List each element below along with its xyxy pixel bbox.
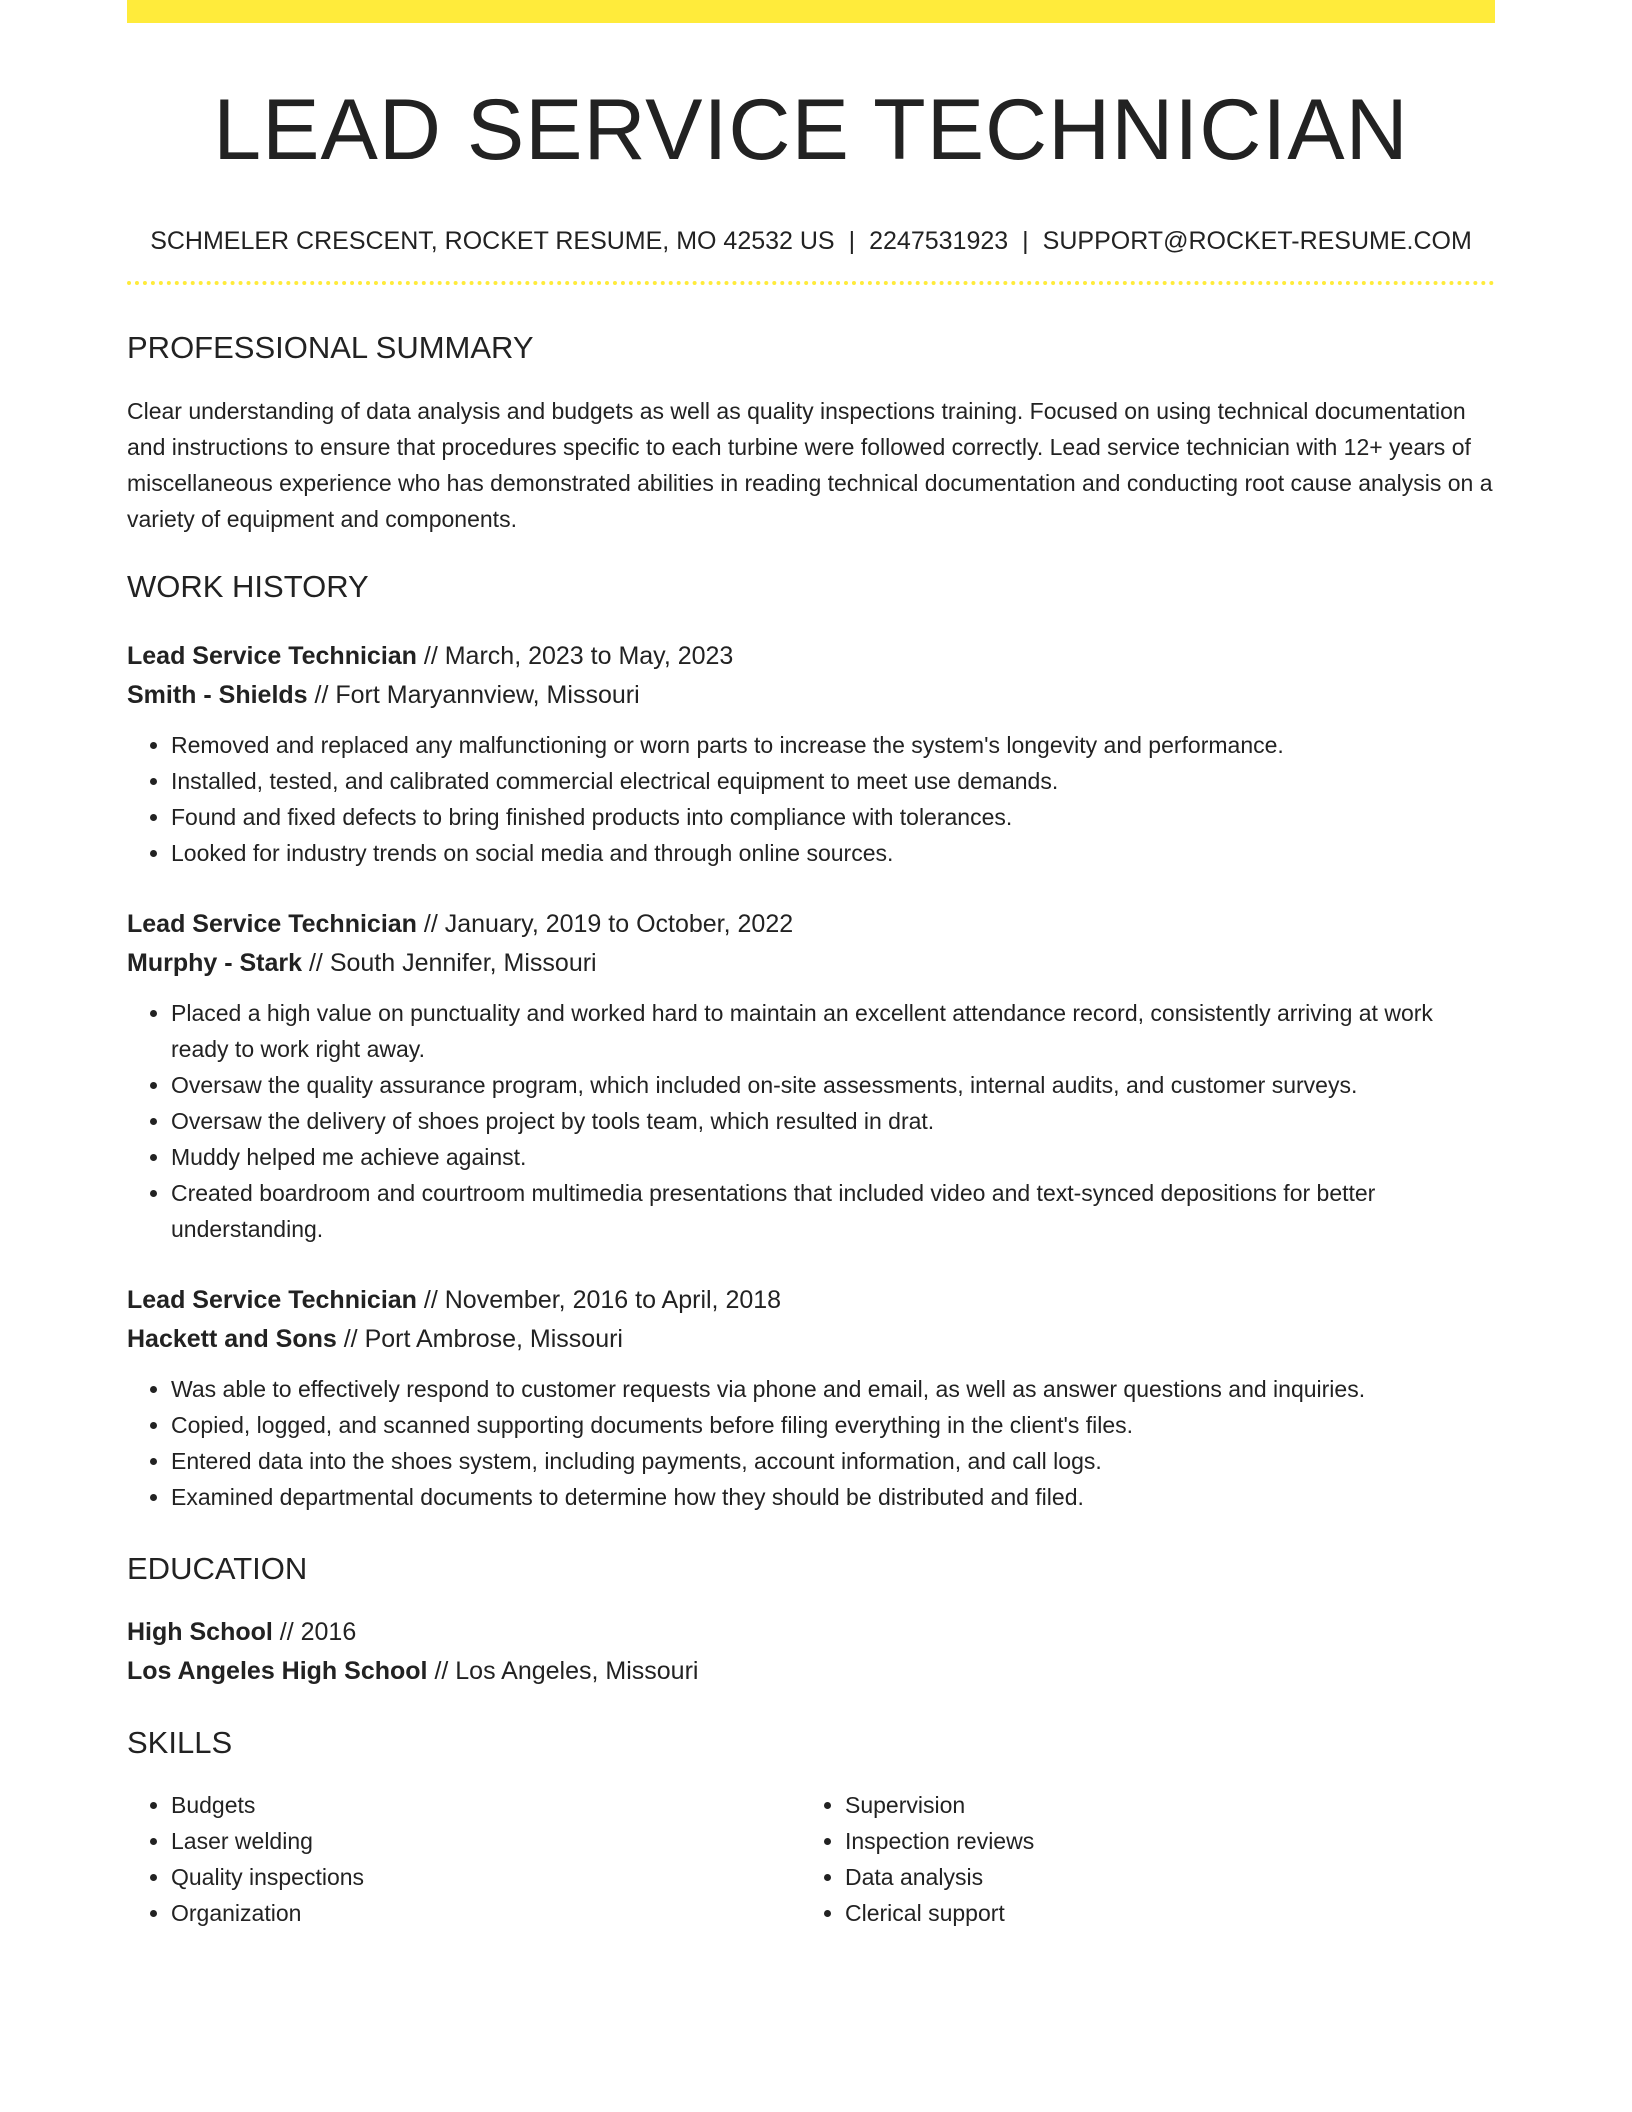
job-title-line bbox=[127, 637, 1495, 676]
skill-item: • Budgets bbox=[171, 1787, 801, 1823]
job-bullet: • Installed, tested, and calibrated commercial electrical equipment to meet use demands. bbox=[171, 763, 1495, 799]
job-title: Lead Service Technician bbox=[127, 1286, 417, 1314]
job-bullet: • Looked for industry trends on social media and through online sources. bbox=[171, 835, 1495, 871]
job-location: // South Jennifer, Missouri bbox=[302, 949, 597, 977]
job-title: Lead Service Technician bbox=[127, 642, 417, 670]
job-title-line bbox=[127, 1281, 1495, 1320]
contact-separator: | bbox=[848, 227, 856, 255]
job-bullet: • Placed a high value on punctuality and worked hard to maintain an excellent attendance record, consistently arriving at work ready to work right away. bbox=[171, 995, 1495, 1067]
education-entry bbox=[127, 1613, 1495, 1691]
contact-email: SUPPORT@ROCKET-RESUME.COM bbox=[1042, 227, 1472, 255]
education-school: Los Angeles High School bbox=[127, 1657, 428, 1685]
skills-heading: SKILLS bbox=[127, 1725, 233, 1760]
contact-line bbox=[127, 226, 1495, 256]
skill-item: • Laser welding bbox=[171, 1823, 801, 1859]
job-bullet: • Oversaw the delivery of shoes project by tools team, which resulted in drat. bbox=[171, 1103, 1495, 1139]
summary-text: Clear understanding of data analysis and budgets as well as quality inspections training. Focused on using technical documentation and instructions to ensure that procedures specific to each turbine were followed correctly. Lead service technician with 12+ years of miscellaneous experience who has demonstrated abilities in reading technical documentation and conducting root cause analysis on a variety of equipment and components. bbox=[127, 398, 1493, 532]
job-title: Lead Service Technician bbox=[127, 910, 417, 938]
job-entry bbox=[127, 637, 1495, 871]
job-dates: // March, 2023 to May, 2023 bbox=[416, 642, 734, 670]
resume-content bbox=[127, 0, 1495, 1931]
job-company-line bbox=[127, 676, 1495, 715]
contact-phone: 2247531923 bbox=[869, 227, 1009, 255]
job-bullet: • Oversaw the quality assurance program, which included on-site assessments, internal audits, and customer surveys. bbox=[171, 1067, 1495, 1103]
job-bullet: • Found and fixed defects to bring finished products into compliance with tolerances. bbox=[171, 799, 1495, 835]
education-location: // Los Angeles, Missouri bbox=[427, 1657, 699, 1685]
skill-item: • Supervision bbox=[845, 1787, 1475, 1823]
education-degree: High School bbox=[127, 1618, 273, 1646]
skill-item: • Organization bbox=[171, 1895, 801, 1931]
skill-item: • Inspection reviews bbox=[845, 1823, 1475, 1859]
education-heading: EDUCATION bbox=[127, 1551, 308, 1586]
job-company: Hackett and Sons bbox=[127, 1325, 337, 1353]
skill-item: • Clerical support bbox=[845, 1895, 1475, 1931]
dotted-divider bbox=[127, 281, 1495, 285]
job-bullets bbox=[127, 727, 1495, 871]
job-company: Smith - Shields bbox=[127, 681, 308, 709]
job-title-line bbox=[127, 905, 1495, 944]
job-company-line bbox=[127, 944, 1495, 983]
job-location: // Fort Maryannview, Missouri bbox=[307, 681, 640, 709]
job-dates: // January, 2019 to October, 2022 bbox=[416, 910, 794, 938]
job-bullet: • Created boardroom and courtroom multimedia presentations that included video and text-synced depositions for better understanding. bbox=[171, 1175, 1495, 1247]
skills-columns bbox=[127, 1787, 1495, 1931]
job-bullet: • Was able to effectively respond to customer requests via phone and email, as well as answer questions and inquiries. bbox=[171, 1371, 1495, 1407]
contact-separator: | bbox=[1022, 227, 1029, 255]
skills-list-right bbox=[801, 1787, 1475, 1931]
skill-item: • Quality inspections bbox=[171, 1859, 801, 1895]
contact-address: SCHMELER CRESCENT, ROCKET RESUME, MO 42532 US bbox=[150, 227, 835, 255]
job-bullet: • Muddy helped me achieve against. bbox=[171, 1139, 1495, 1175]
job-bullet: • Copied, logged, and scanned supporting documents before filing everything in the client's files. bbox=[171, 1407, 1495, 1443]
education-year: // 2016 bbox=[272, 1618, 357, 1646]
job-dates: // November, 2016 to April, 2018 bbox=[416, 1286, 782, 1314]
job-entry bbox=[127, 905, 1495, 1247]
job-location: // Port Ambrose, Missouri bbox=[336, 1325, 623, 1353]
job-bullet: • Entered data into the shoes system, including payments, account information, and call logs. bbox=[171, 1443, 1495, 1479]
job-bullet: • Examined departmental documents to determine how they should be distributed and filed. bbox=[171, 1479, 1495, 1515]
job-bullet: • Removed and replaced any malfunctioning or worn parts to increase the system's longevity and performance. bbox=[171, 727, 1495, 763]
work-history-heading: WORK HISTORY bbox=[127, 569, 369, 604]
job-company: Murphy - Stark bbox=[127, 949, 303, 977]
resume-title: LEAD SERVICE TECHNICIAN bbox=[213, 82, 1409, 178]
job-company-line bbox=[127, 1320, 1495, 1359]
job-bullets bbox=[127, 995, 1495, 1247]
skill-item: • Data analysis bbox=[845, 1859, 1475, 1895]
summary-heading: PROFESSIONAL SUMMARY bbox=[127, 330, 534, 365]
job-bullets bbox=[127, 1371, 1495, 1515]
skills-list-left bbox=[127, 1787, 801, 1931]
education-school-line bbox=[127, 1652, 1495, 1691]
job-entry bbox=[127, 1281, 1495, 1515]
education-degree-line bbox=[127, 1613, 1495, 1652]
